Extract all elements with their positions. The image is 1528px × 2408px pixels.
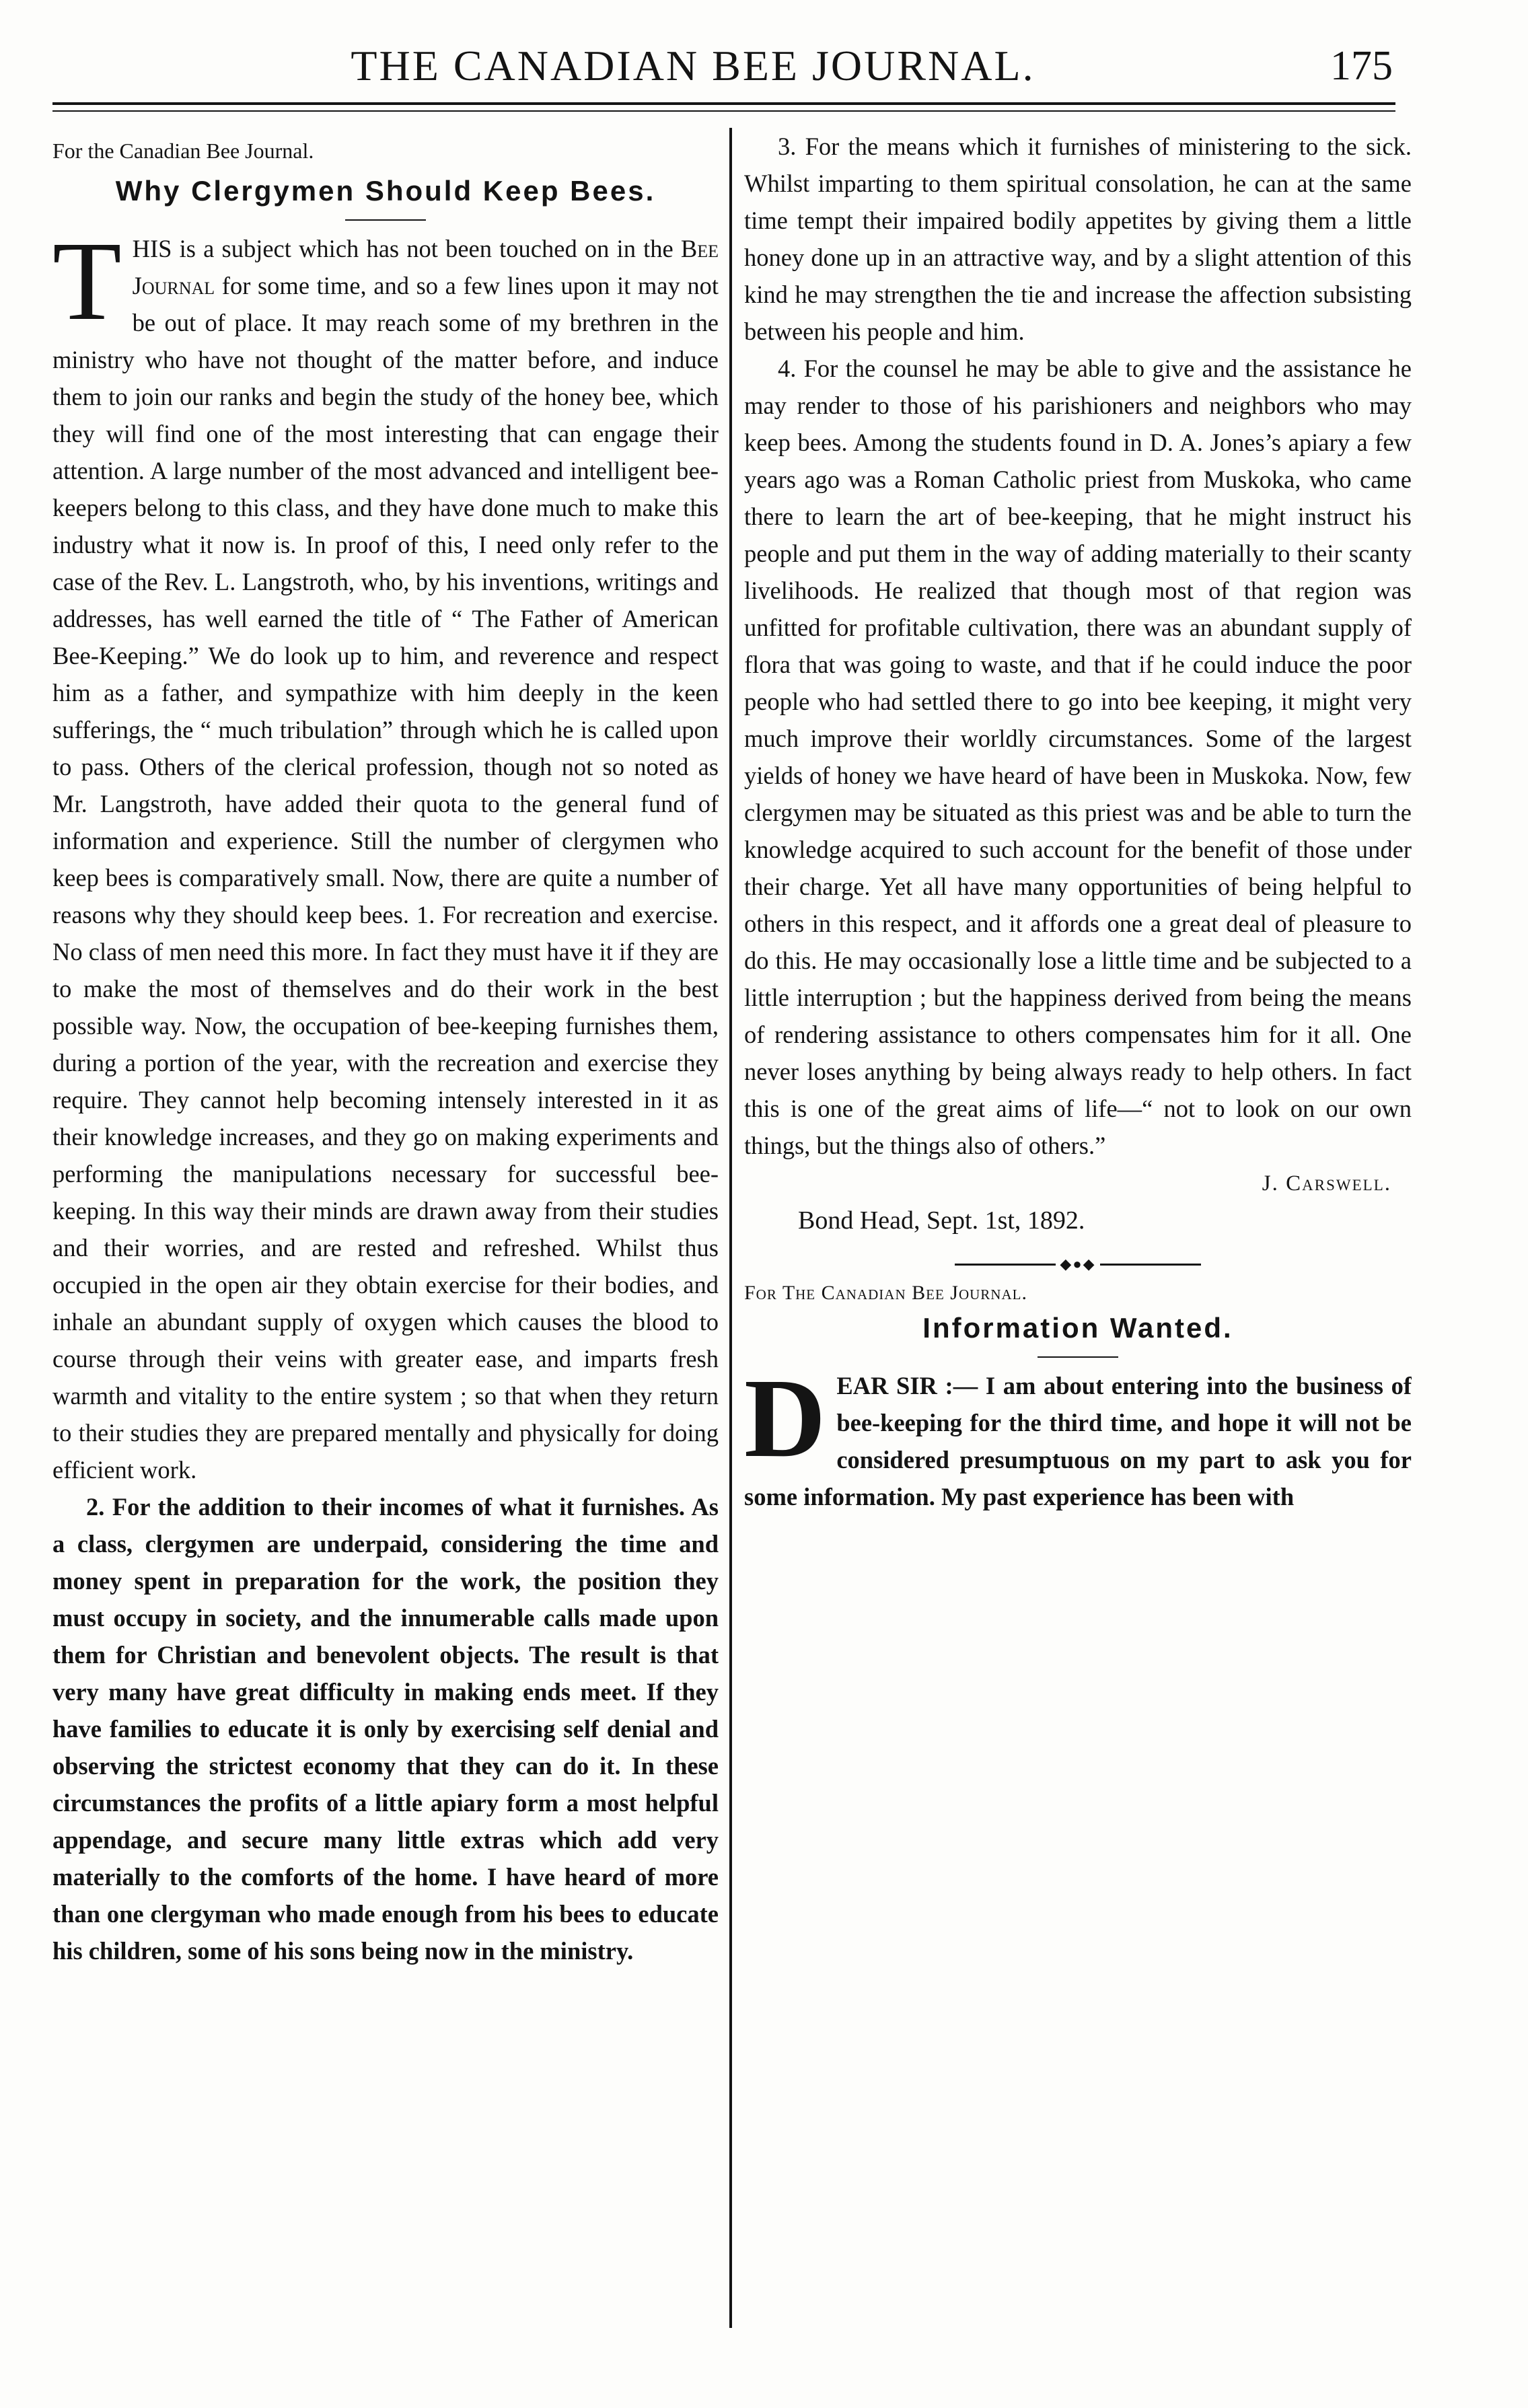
paragraph-1-lead: HIS is a subject which has not been touched on in the — [132, 235, 681, 262]
article-credit: For the Canadian Bee Journal. — [52, 139, 314, 163]
article-paragraph-2: 2. For the addition to their incomes of what it furnishes. As a class, clergymen are underpaid, considering the time and money spent in preparation for the work, the position they must occupy in society, and the innumerable calls made upon them for Christian and benevolent objects. The result is that very many have great difficulty in making ends meet. If they have families to educate it is only by exercising self denial and observing the strictest economy that they can do it. In these circumstances the profits of a little apiary form a most helpful appendage, and secure many little extras which add very materially to the comforts of the home. I have heard of more than one clergyman who made enough from his bees to educate his children, some of his sons being now in the ministry. — [52, 1493, 719, 1965]
article-2-paragraph-1 — [744, 1356, 1412, 1515]
article-paragraph-3: 3. For the means which it furnishes of ministering to the sick. Whilst imparting to them spiritual consolation, he can at the same time tempt their impaired bodily appetites by giving them a little honey done up in an attractive way, and by a slight attention of this kind he may strengthen the tie and increase the affection subsisting between his people and him. — [744, 133, 1412, 345]
headline-rule — [345, 219, 426, 221]
header-rule-thin — [52, 110, 1395, 112]
article-dateline: Bond Head, Sept. 1st, 1892. — [798, 1206, 1085, 1235]
section-divider-ornament — [744, 1257, 1412, 1272]
right-column — [744, 128, 1412, 2348]
header-rule-thick — [52, 102, 1395, 105]
article-2-headline-rule — [1038, 1356, 1118, 1358]
page-number: 175 — [1330, 43, 1393, 89]
right-column-flow — [744, 128, 1412, 1515]
journal-name-smallcaps: Bee Journal — [132, 235, 719, 299]
article-2-headline: Information Wanted. — [922, 1312, 1233, 1344]
ornament-bar-left — [955, 1264, 1056, 1266]
left-column-flow — [52, 136, 719, 1969]
article-paragraph-4: 4. For the counsel he may be able to give and the assistance he may render to those of his parishioners and neighbors who may keep bees. Among the students found in D. A. Jones’s apiary a few years ago was a Roman Catholic priest from Muskoka, who came there to learn the art of bee-keeping, that he might instruct his people and put them in the way of adding materially to their scanty livelihoods. He realized that though most of that region was unfitted for profitable cultivation, there was an abundant supply of flora that was going to waste, and that if he could induce the poor people who had settled there to go into bee keeping, it might very much improve their worldly circumstances. Some of the largest yields of honey we have heard of have been in Muskoka. Now, few clergymen may be situated as this priest was and be able to turn the knowledge acquired to such account for the benefit of those under their charge. Yet all have many opportunities of being helpful to others in this respect, and it affords one a great deal of pleasure to do this. He may occasionally lose a little time and be subjected to a little interruption ; but the happiness derived from being the means of rendering assistance to others compensates him for it all. One never loses anything by being always ready to help others. In fact this is one of the great aims of life—“ not to look on our own things, but the things also of others.” — [744, 355, 1412, 1159]
article-paragraph-1 — [52, 219, 719, 1488]
paragraph-1-rest: for some time, and so a few lines upon it may not be out of place. It may reach some of my brethren in the ministry who have not thought of the matter before, and induce them to join our ranks and begin the study of the honey bee, which they will find one of the most interesting that can engage their attention. A large number of the most advanced and intelligent bee-keepers belong to this class, and they have done much to make this industry what it now is. In proof of this, I need only refer to the case of the Rev. L. Langstroth, who, by his inventions, writings and addresses, has well earned the title of “ The Father of American Bee-Keeping.” We do look up to him, and reverence and respect him as a father, and sympathize with him deeply in the keen sufferings, the “ much tribulation” through which he is called upon to pass. Others of the clerical profession, though not so noted as Mr. Langstroth, have added their quota to the general fund of information and experience. Still the number of clergymen who keep bees is comparatively small. Now, there are quite a number of reasons why they should keep bees. 1. For recreation and exercise. No class of men need this more. In fact they must have it if they are to make the most of themselves and do their work in the best possible way. Now, the occupation of bee-keeping furnishes them, during a portion of the year, with the recreation and exercise they require. They cannot help becoming intensely interested in it as their knowledge increases, and they go on making experiments and performing the manipulations necessary for successful bee-keeping. In this way their minds are drawn away from their studies and their worries, and are rested and refreshed. Whilst thus occupied in the open air they obtain exercise for their bodies, and inhale an abundant supply of oxygen which causes the blood to course through their veins with greater ease, and imparts fresh warmth and vitality to the entire system ; so that when they return to their studies they are prepared mentally and physically for doing efficient work. — [52, 272, 719, 1484]
journal-header-title: THE CANADIAN BEE JOURNAL. — [351, 42, 1035, 89]
ornament-bar-right — [1100, 1264, 1201, 1266]
ornament-glyph: ◆●◆ — [1060, 1255, 1096, 1272]
left-column — [52, 128, 719, 2348]
author-signature: J. Carswell. — [1262, 1171, 1391, 1196]
drop-cap-letter: T — [52, 219, 122, 344]
article-headline: Why Clergymen Should Keep Bees. — [115, 175, 656, 207]
article-2-credit: For The Canadian Bee Journal. — [744, 1282, 1027, 1304]
column-divider — [729, 128, 732, 2328]
article-2-paragraph-1-text: EAR SIR :— I am about entering into the business of bee-keeping for the third time, and hope it will not be considered presumptuous on my part to ask you for some information. My past experience has been with — [744, 1372, 1412, 1510]
article-2-drop-cap: D — [744, 1356, 826, 1481]
